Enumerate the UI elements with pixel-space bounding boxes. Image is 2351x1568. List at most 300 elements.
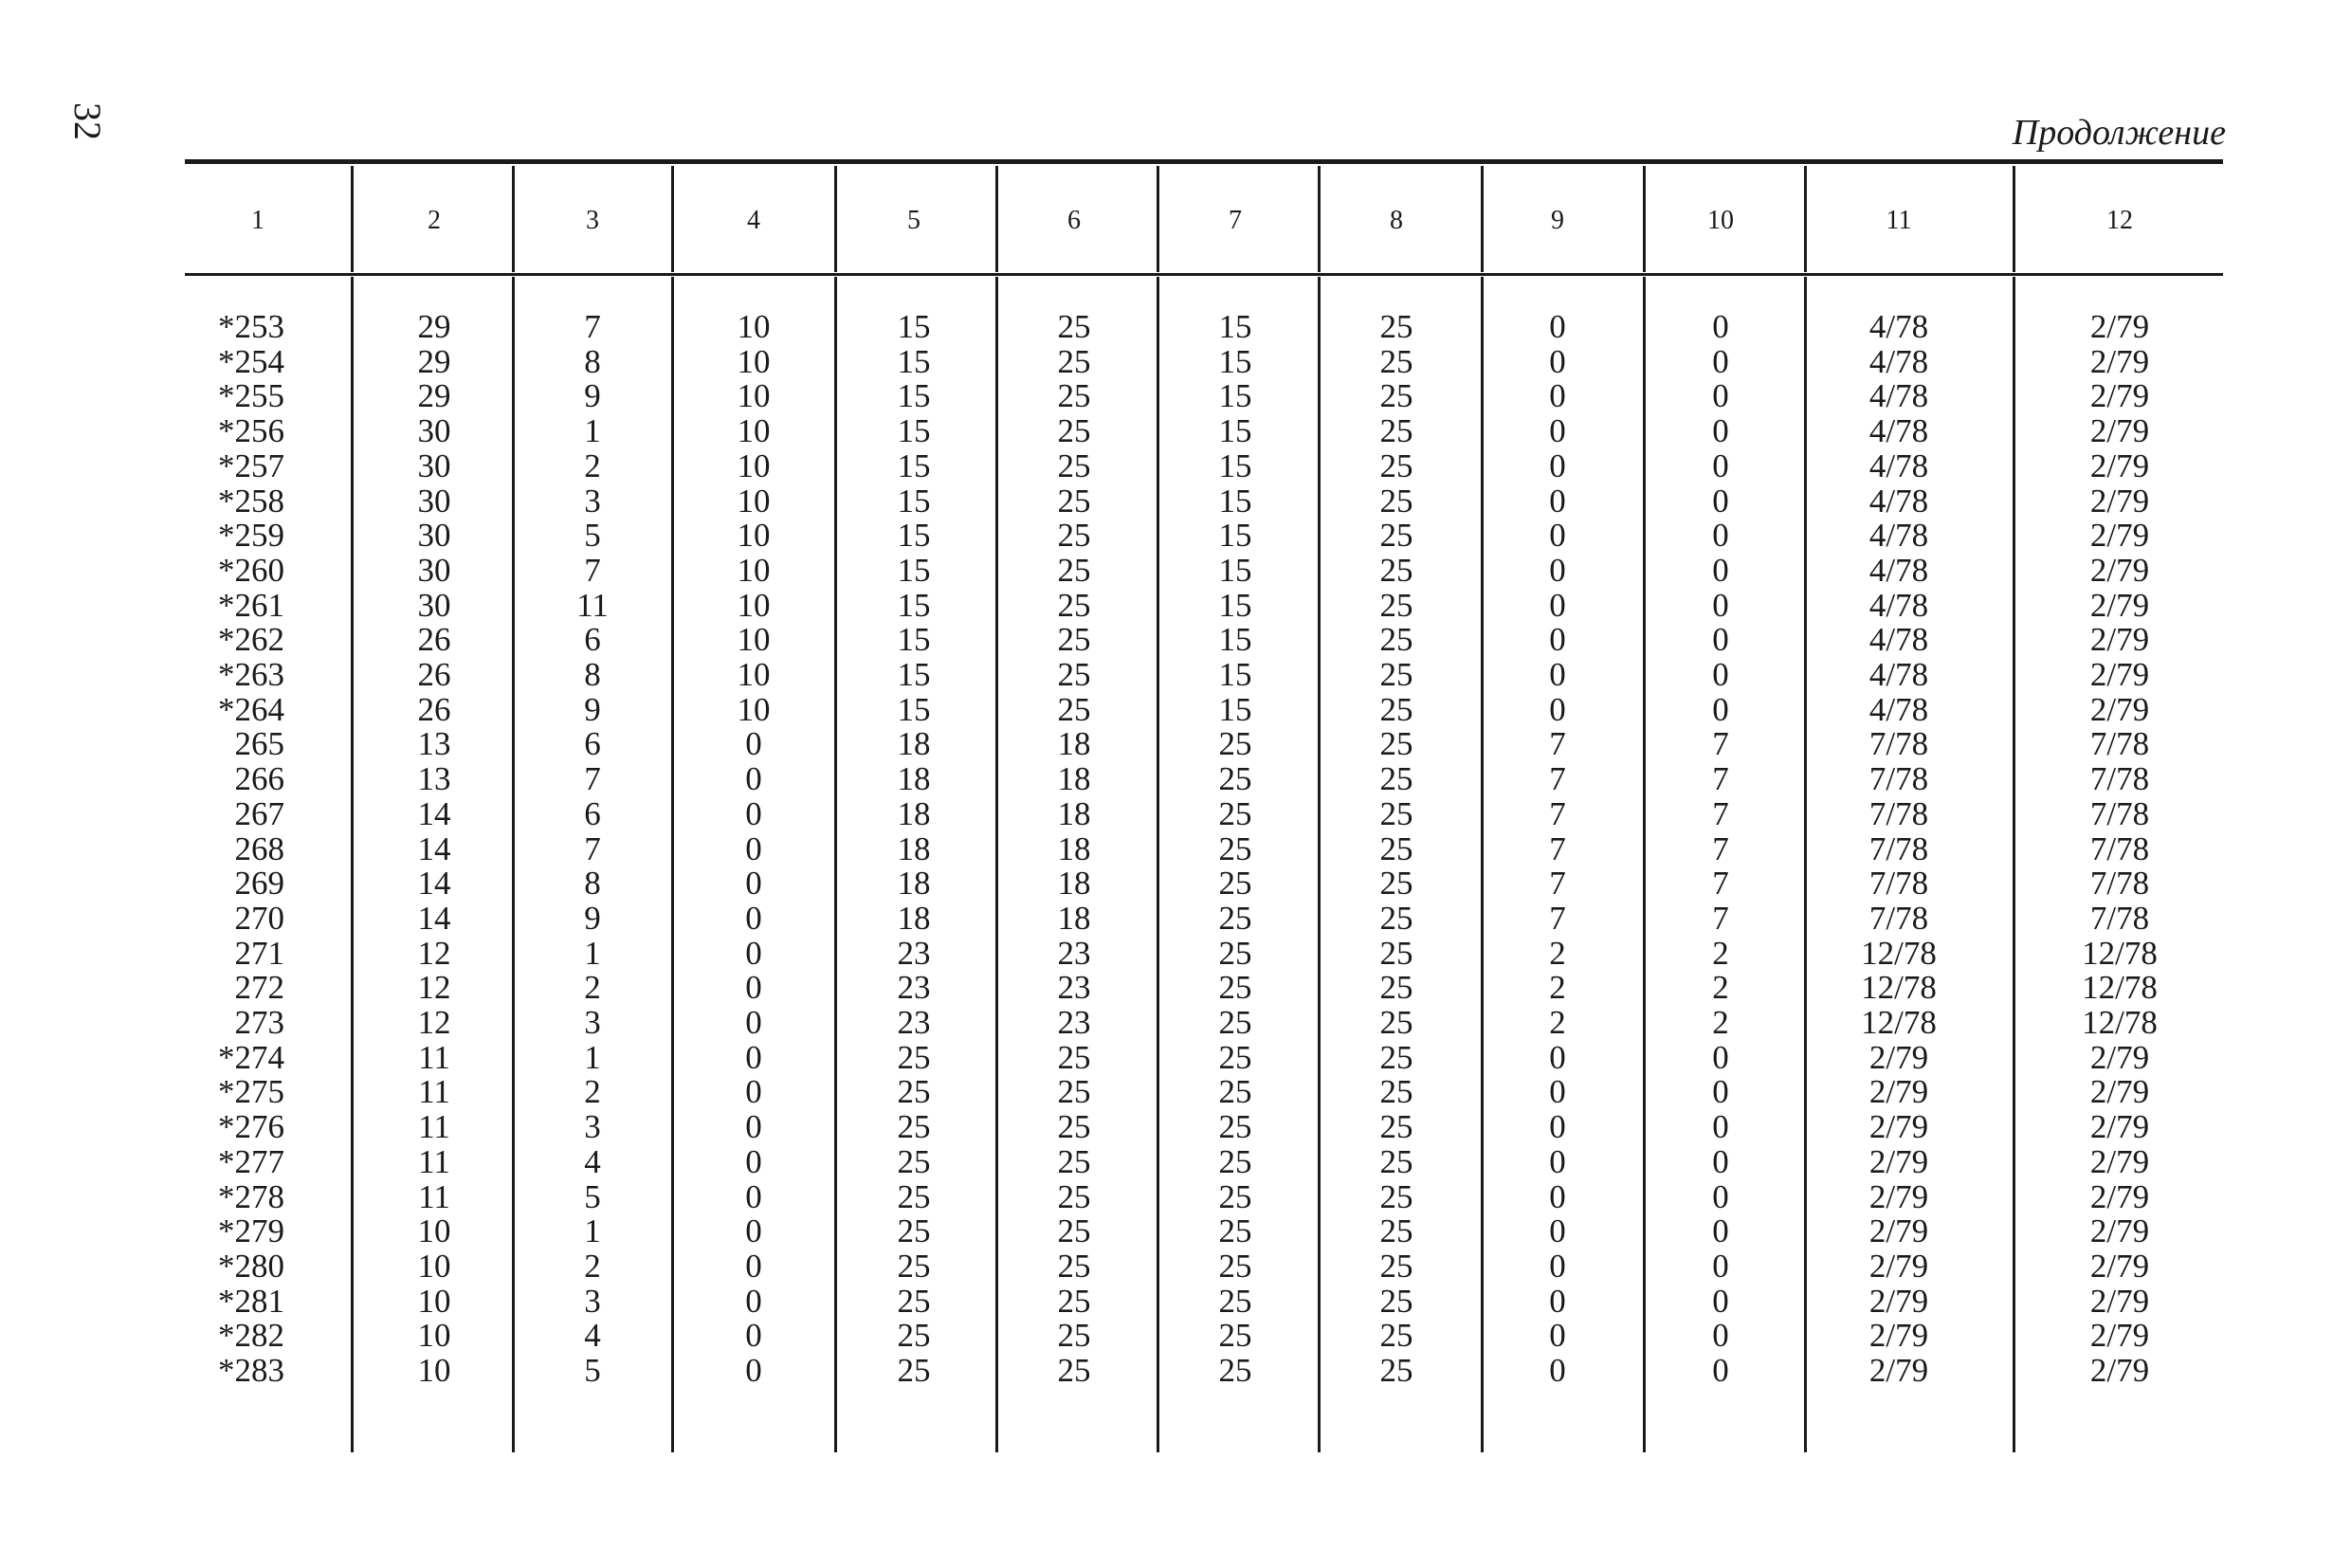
table-cell: 26 (417, 691, 451, 728)
table-cell: 23 (1057, 969, 1091, 1006)
table-cell: 25 (1218, 795, 1252, 832)
table-cell: 23 (897, 935, 931, 972)
table-cell: 0 (1712, 552, 1729, 589)
table-cell: 2/79 (2089, 308, 2150, 345)
table-cell: 10 (737, 691, 771, 728)
table-cell: 14 (417, 795, 451, 832)
table-cell: 25 (1218, 725, 1252, 762)
table-cell: 25 (1379, 1352, 1413, 1389)
column-separator (1643, 277, 1646, 1452)
table-cell: 7 (1549, 795, 1566, 832)
table-cell: 2 (1712, 1004, 1729, 1041)
table-cell: 7 (1549, 725, 1566, 762)
table-cell: *282 (218, 1317, 284, 1354)
table-cell: 8 (584, 343, 601, 380)
table-cell: 18 (1057, 795, 1091, 832)
table-cell: 25 (1379, 1143, 1413, 1180)
table-cell: 25 (897, 1248, 931, 1285)
table-cell: 30 (417, 412, 451, 449)
table-cell: 2/79 (2089, 1143, 2150, 1180)
table-cell: 25 (1379, 1108, 1413, 1145)
column-header: 11 (1886, 206, 1912, 235)
column-separator (1318, 277, 1321, 1452)
column-separator-head (351, 166, 354, 272)
table-cell: 0 (745, 1317, 762, 1354)
table-cell: 0 (1712, 691, 1729, 728)
table-cell: 0 (745, 795, 762, 832)
table-cell: 0 (1712, 377, 1729, 414)
table-cell: 25 (1379, 1212, 1413, 1249)
table-cell: 2/79 (2089, 1283, 2150, 1320)
table-cell: 18 (897, 865, 931, 902)
table-cell: 25 (1379, 830, 1413, 867)
table-cell: 7/78 (1868, 865, 1929, 902)
table-cell: 15 (1218, 517, 1252, 554)
table-cell: 25 (897, 1143, 931, 1180)
table-cell: 0 (1549, 1108, 1566, 1145)
table-cell: 3 (584, 483, 601, 520)
column-header: 4 (747, 206, 760, 235)
table-cell: 15 (1218, 377, 1252, 414)
table-cell: 271 (234, 935, 284, 972)
table-cell: 25 (1057, 1143, 1091, 1180)
table-cell: *283 (218, 1352, 284, 1389)
table-cell: 15 (1218, 656, 1252, 693)
table-cell: 4/78 (1868, 483, 1929, 520)
table-cell: 0 (745, 935, 762, 972)
column-header: 7 (1229, 206, 1242, 235)
table-cell: 4/78 (1868, 552, 1929, 589)
table-cell: 25 (1379, 900, 1413, 937)
column-header: 3 (586, 206, 599, 235)
table-cell: 25 (1218, 1178, 1252, 1215)
table-cell: 265 (234, 725, 284, 762)
column-header: 10 (1707, 206, 1734, 235)
table-cell: 25 (1218, 1039, 1252, 1076)
table-cell: 0 (1712, 517, 1729, 554)
table-cell: 25 (1379, 308, 1413, 345)
table-cell: 0 (1549, 412, 1566, 449)
table-cell: 7 (584, 760, 601, 797)
table-cell: 7/78 (2089, 760, 2150, 797)
table-cell: 15 (897, 587, 931, 624)
table-cell: 12/78 (1861, 935, 1937, 972)
table-cell: 18 (1057, 865, 1091, 902)
table-cell: 0 (745, 865, 762, 902)
column-separator-head (1157, 166, 1159, 272)
table-cell: 25 (1218, 760, 1252, 797)
table-cell: 0 (1549, 1212, 1566, 1249)
table-cell: 25 (897, 1212, 931, 1249)
table-cell: 2/79 (2089, 621, 2150, 658)
table-cell: 18 (897, 830, 931, 867)
table-cell: 25 (1218, 1073, 1252, 1110)
table-cell: 12/78 (1861, 1004, 1937, 1041)
table-cell: 0 (1549, 343, 1566, 380)
table-cell: 25 (1057, 377, 1091, 414)
table-cell: 12 (417, 969, 451, 1006)
table-cell: 0 (1549, 1283, 1566, 1320)
table-cell: 25 (1218, 1004, 1252, 1041)
table-cell: 1 (584, 1039, 601, 1076)
table-cell: 0 (1712, 1248, 1729, 1285)
table-cell: *258 (218, 483, 284, 520)
table-cell: 11 (418, 1143, 450, 1180)
table-cell: 14 (417, 830, 451, 867)
table-cell: 0 (745, 725, 762, 762)
table-cell: 2/79 (1868, 1352, 1929, 1389)
column-separator-head (1804, 166, 1807, 272)
table-cell: 0 (1549, 377, 1566, 414)
table-cell: 2/79 (2089, 343, 2150, 380)
table-cell: 2/79 (1868, 1317, 1929, 1354)
column-separator-head (1643, 166, 1646, 272)
table-cell: 0 (1712, 1317, 1729, 1354)
table-cell: 1 (584, 412, 601, 449)
column-separator-head (834, 166, 837, 272)
table-cell: 25 (1379, 865, 1413, 902)
table-cell: 269 (234, 865, 284, 902)
table-cell: 25 (1057, 308, 1091, 345)
table-cell: 3 (584, 1283, 601, 1320)
table-cell: 0 (1549, 517, 1566, 554)
table-cell: 15 (897, 483, 931, 520)
table-cell: 4/78 (1868, 517, 1929, 554)
table-cell: 15 (897, 308, 931, 345)
table-cell: 0 (1712, 412, 1729, 449)
table-cell: *281 (218, 1283, 284, 1320)
table-cell: 268 (234, 830, 284, 867)
page-number: 32 (66, 102, 109, 140)
table-cell: 0 (745, 1073, 762, 1110)
table-cell: 11 (418, 1178, 450, 1215)
table-cell: 13 (417, 760, 451, 797)
table-cell: 10 (417, 1352, 451, 1389)
table-cell: 18 (897, 900, 931, 937)
table-cell: 2 (584, 969, 601, 1006)
table-cell: 2/79 (1868, 1212, 1929, 1249)
table-cell: 2/79 (2089, 1178, 2150, 1215)
table-cell: 0 (1549, 656, 1566, 693)
table-cell: 2/79 (1868, 1178, 1929, 1215)
table-cell: 25 (1057, 343, 1091, 380)
table-cell: 7 (1712, 795, 1729, 832)
table-cell: 7 (1549, 900, 1566, 937)
column-separator (834, 277, 837, 1452)
table-cell: 7 (1549, 830, 1566, 867)
table-cell: 10 (737, 308, 771, 345)
table-cell: 0 (1549, 1317, 1566, 1354)
table-cell: 18 (897, 760, 931, 797)
table-cell: 0 (745, 1178, 762, 1215)
table-cell: 0 (1549, 308, 1566, 345)
table-cell: 4/78 (1868, 447, 1929, 484)
table-cell: 0 (1712, 621, 1729, 658)
table-cell: 2/79 (2089, 1039, 2150, 1076)
table-cell: *255 (218, 377, 284, 414)
column-header: 12 (2106, 206, 2133, 235)
table-cell: 13 (417, 725, 451, 762)
table-cell: 18 (897, 725, 931, 762)
table-cell: 0 (745, 1108, 762, 1145)
table-cell: 15 (897, 447, 931, 484)
table-cell: 0 (745, 1212, 762, 1249)
table-cell: 6 (584, 621, 601, 658)
table-cell: 2/79 (1868, 1283, 1929, 1320)
table-cell: 25 (1218, 900, 1252, 937)
table-cell: *275 (218, 1073, 284, 1110)
table-cell: *256 (218, 412, 284, 449)
column-separator (351, 277, 354, 1452)
table-cell: 10 (737, 377, 771, 414)
table-cell: 0 (745, 1352, 762, 1389)
table-cell: 0 (745, 900, 762, 937)
table-cell: 15 (1218, 483, 1252, 520)
table-cell: 25 (1379, 691, 1413, 728)
table-cell: 1 (584, 1212, 601, 1249)
table-cell: 25 (897, 1317, 931, 1354)
table-cell: 25 (1057, 1212, 1091, 1249)
table-cell: 0 (1712, 1039, 1729, 1076)
table-cell: 25 (1379, 1248, 1413, 1285)
table-cell: 25 (1218, 1317, 1252, 1354)
table-cell: *274 (218, 1039, 284, 1076)
table-cell: 10 (737, 517, 771, 554)
table-cell: 0 (1549, 621, 1566, 658)
column-separator (1481, 277, 1484, 1452)
table-cell: 25 (1379, 377, 1413, 414)
column-header: 6 (1067, 206, 1081, 235)
table-cell: 4/78 (1868, 656, 1929, 693)
table-cell: 15 (897, 517, 931, 554)
table-cell: 10 (737, 552, 771, 589)
table-cell: *254 (218, 343, 284, 380)
table-cell: 11 (418, 1073, 450, 1110)
table-cell: 7/78 (2089, 830, 2150, 867)
table-cell: 25 (1379, 935, 1413, 972)
table-cell: 25 (1218, 969, 1252, 1006)
table-cell: 15 (897, 412, 931, 449)
header-rule (185, 273, 2223, 276)
table-cell: 25 (1379, 552, 1413, 589)
table-cell: 25 (1057, 691, 1091, 728)
table-cell: 25 (1379, 447, 1413, 484)
table-cell: *261 (218, 587, 284, 624)
table-cell: 0 (1549, 691, 1566, 728)
column-separator-head (1318, 166, 1321, 272)
table-cell: 25 (897, 1073, 931, 1110)
table-cell: 18 (897, 795, 931, 832)
table-cell: *277 (218, 1143, 284, 1180)
table-cell: 25 (1379, 517, 1413, 554)
table-cell: 0 (1712, 1283, 1729, 1320)
column-header: 9 (1551, 206, 1564, 235)
table-cell: 7 (1712, 725, 1729, 762)
table-cell: 4/78 (1868, 587, 1929, 624)
table-cell: 0 (1549, 483, 1566, 520)
table-cell: 18 (1057, 725, 1091, 762)
table-cell: 12 (417, 1004, 451, 1041)
table-cell: 25 (1379, 1073, 1413, 1110)
table-cell: 2/79 (1868, 1108, 1929, 1145)
top-rule (185, 159, 2223, 164)
table-cell: 5 (584, 1352, 601, 1389)
table-cell: 273 (234, 1004, 284, 1041)
table-cell: 0 (1549, 1039, 1566, 1076)
table-cell: 3 (584, 1004, 601, 1041)
table-cell: 0 (745, 830, 762, 867)
table-cell: 2/79 (1868, 1248, 1929, 1285)
table-cell: 15 (1218, 552, 1252, 589)
table-cell: 2/79 (2089, 656, 2150, 693)
table-cell: 30 (417, 517, 451, 554)
table-cell: 25 (1379, 621, 1413, 658)
table-cell: 0 (1712, 343, 1729, 380)
table-cell: 3 (584, 1108, 601, 1145)
table-cell: 25 (897, 1352, 931, 1389)
table-cell: 10 (737, 343, 771, 380)
table-cell: 0 (1549, 1178, 1566, 1215)
column-header: 1 (251, 206, 264, 235)
table-cell: 2 (584, 1073, 601, 1110)
table-cell: 30 (417, 552, 451, 589)
table-cell: 25 (1379, 656, 1413, 693)
table-cell: 4 (584, 1143, 601, 1180)
table-cell: 29 (417, 377, 451, 414)
table-cell: *257 (218, 447, 284, 484)
table-cell: 10 (417, 1317, 451, 1354)
table-cell: *259 (218, 517, 284, 554)
table-cell: 18 (1057, 760, 1091, 797)
table-cell: *279 (218, 1212, 284, 1249)
column-separator-head (2013, 166, 2015, 272)
table-cell: 30 (417, 483, 451, 520)
table-cell: 2/79 (1868, 1039, 1929, 1076)
table-cell: 25 (1057, 1039, 1091, 1076)
table-cell: 266 (234, 760, 284, 797)
table-cell: 4/78 (1868, 377, 1929, 414)
table-cell: 11 (418, 1039, 450, 1076)
table-cell: 7/78 (2089, 725, 2150, 762)
table-cell: 12/78 (2082, 1004, 2158, 1041)
table-cell: 0 (1549, 1143, 1566, 1180)
table-cell: 2/79 (2089, 1317, 2150, 1354)
table-cell: 7 (584, 830, 601, 867)
table-cell: 0 (745, 1039, 762, 1076)
table-cell: 7/78 (1868, 725, 1929, 762)
table-cell: 12/78 (1861, 969, 1937, 1006)
table-cell: 25 (1379, 1317, 1413, 1354)
table-cell: 11 (576, 587, 609, 624)
table-cell: 8 (584, 656, 601, 693)
table-cell: 0 (745, 969, 762, 1006)
table-cell: 25 (897, 1108, 931, 1145)
column-header: 8 (1390, 206, 1403, 235)
column-separator (2013, 277, 2015, 1452)
table-cell: 0 (1549, 587, 1566, 624)
table-cell: 0 (1549, 1073, 1566, 1110)
table-cell: 10 (737, 483, 771, 520)
table-cell: *263 (218, 656, 284, 693)
table-cell: *260 (218, 552, 284, 589)
table-cell: 7 (1549, 760, 1566, 797)
table-cell: 15 (1218, 587, 1252, 624)
table-cell: 0 (1712, 656, 1729, 693)
table-cell: *276 (218, 1108, 284, 1145)
table-cell: 25 (1379, 1283, 1413, 1320)
table-cell: 0 (1712, 587, 1729, 624)
table-cell: 25 (1218, 1143, 1252, 1180)
table-cell: 25 (1218, 1108, 1252, 1145)
table-cell: 18 (1057, 900, 1091, 937)
column-separator-head (671, 166, 674, 272)
table-cell: 29 (417, 308, 451, 345)
table-cell: 270 (234, 900, 284, 937)
table-cell: 15 (897, 621, 931, 658)
table-cell: 272 (234, 969, 284, 1006)
table-cell: 4/78 (1868, 621, 1929, 658)
table-cell: 5 (584, 1178, 601, 1215)
table-cell: 25 (1057, 447, 1091, 484)
table-cell: 25 (1057, 1283, 1091, 1320)
table-cell: 15 (897, 691, 931, 728)
table-cell: *253 (218, 308, 284, 345)
table-cell: 25 (1218, 1283, 1252, 1320)
table-cell: *264 (218, 691, 284, 728)
table-cell: 15 (1218, 447, 1252, 484)
table-cell: 25 (1057, 412, 1091, 449)
column-header: 5 (907, 206, 920, 235)
table-cell: 7/78 (1868, 900, 1929, 937)
table-cell: 2/79 (1868, 1073, 1929, 1110)
table-cell: 7/78 (1868, 830, 1929, 867)
table-cell: 25 (897, 1283, 931, 1320)
table-cell: 23 (1057, 1004, 1091, 1041)
table-cell: 25 (1379, 795, 1413, 832)
table-cell: 0 (1549, 552, 1566, 589)
table-cell: 25 (897, 1039, 931, 1076)
table-cell: 10 (417, 1283, 451, 1320)
table-cell: *278 (218, 1178, 284, 1215)
table-cell: 25 (1218, 865, 1252, 902)
column-separator-head (995, 166, 998, 272)
table-cell: *280 (218, 1248, 284, 1285)
table-cell: 0 (1712, 447, 1729, 484)
table-cell: 25 (1057, 552, 1091, 589)
table-cell: 7 (1712, 760, 1729, 797)
table-cell: 10 (737, 656, 771, 693)
table-cell: *262 (218, 621, 284, 658)
table-cell: 0 (1712, 1352, 1729, 1389)
table-cell: 25 (1057, 1073, 1091, 1110)
table-cell: 14 (417, 865, 451, 902)
table-cell: 0 (745, 1248, 762, 1285)
table-cell: 2/79 (2089, 1248, 2150, 1285)
table-cell: 26 (417, 621, 451, 658)
table-cell: 25 (1379, 587, 1413, 624)
table-cell: 7/78 (2089, 900, 2150, 937)
table-cell: 30 (417, 447, 451, 484)
column-separator (1157, 277, 1159, 1452)
table-cell: 2 (1549, 935, 1566, 972)
table-cell: 2 (1549, 969, 1566, 1006)
table-cell: 25 (1057, 517, 1091, 554)
table-cell: 25 (1057, 656, 1091, 693)
table-cell: 2/79 (2089, 1108, 2150, 1145)
table-cell: 25 (1218, 1212, 1252, 1249)
table-cell: 9 (584, 900, 601, 937)
table-cell: 10 (737, 447, 771, 484)
